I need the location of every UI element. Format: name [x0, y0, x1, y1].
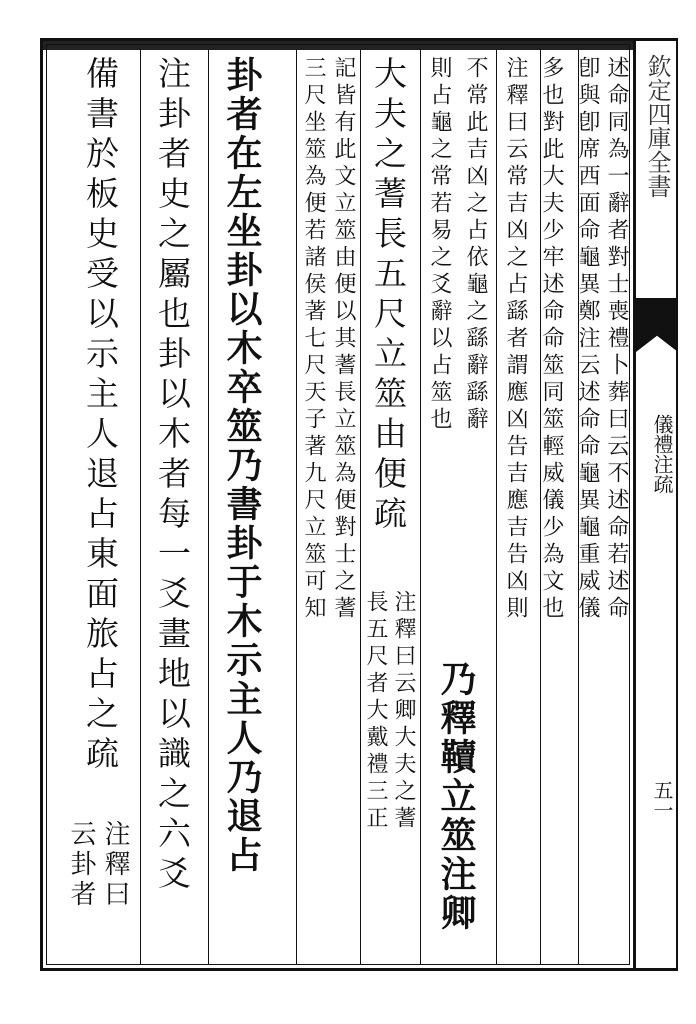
- collection-title: 欽定四庫全書: [643, 54, 671, 198]
- text-column-12-note-a: 注釋曰: [100, 820, 130, 910]
- text-column-3: 多也對此大夫少牢述命命筮同筮輕威儀少為文也: [539, 56, 564, 623]
- text-column-7-main: 大夫之蓍長五尺立筮由便疏: [369, 56, 408, 536]
- text-column-7-note-b: 長五尺者大戴禮三正: [363, 590, 388, 833]
- column-divider: [208, 50, 209, 965]
- text-column-2: 卽與卽席西面命龜異鄭注云述命命龜異龜重威儀: [575, 56, 600, 623]
- column-divider: [496, 50, 497, 965]
- text-column-5: 不常此吉凶之占依龜之繇辭繇辭: [463, 56, 488, 434]
- column-divider: [140, 50, 141, 965]
- text-column-10: 卦者在左坐卦以木卒筮乃書卦于木示主人乃退占: [221, 56, 263, 875]
- text-column-5-main: 乃釋韇立筮注卿: [435, 660, 477, 933]
- text-column-4: 注釋曰云常吉凶之占繇者謂應凶告吉應吉告凶則: [503, 56, 528, 623]
- text-column-6: 則占龜之常若易之爻辭以占筮也: [427, 56, 452, 434]
- text-column-12-note-b: 云卦者: [66, 820, 96, 910]
- text-column-8: 記皆有此文立筮由便以其蓍長立筮為便對士之蓍: [331, 56, 356, 623]
- text-column-7-note-a: 注釋曰云卿大夫之蓍: [391, 590, 416, 833]
- text-column-11: 注卦者史之屬也卦以木者每一爻畫地以識之六爻: [153, 56, 192, 896]
- page-number: 五一: [650, 780, 674, 820]
- column-divider: [420, 50, 421, 965]
- book-title: 儀禮注疏: [650, 414, 674, 494]
- column-divider: [360, 50, 361, 965]
- text-column-1: 述命同為一辭者對士喪禮卜葬曰云不述命若述命: [604, 56, 629, 623]
- column-divider: [296, 50, 297, 965]
- text-column-12-main: 備書於板史受以示主人退占東面旅占之疏: [81, 56, 120, 776]
- text-column-9: 三尺坐筮為便若諸侯著七尺天子著九尺立筮可知: [301, 56, 326, 623]
